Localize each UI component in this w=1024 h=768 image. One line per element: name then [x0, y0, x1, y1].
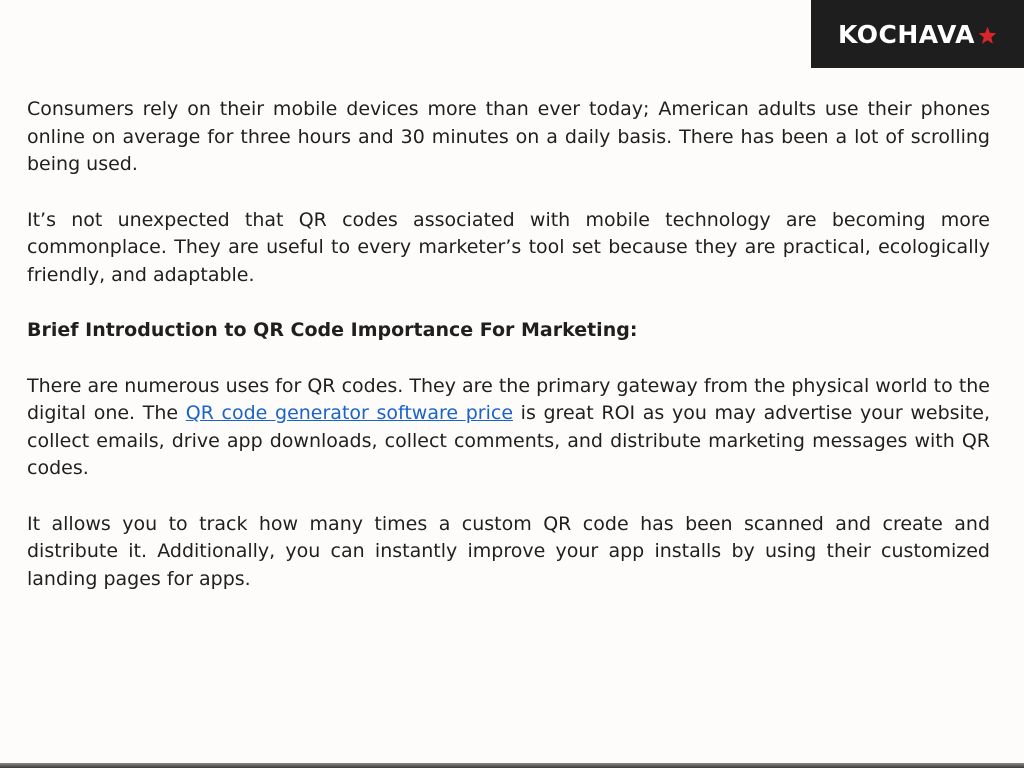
article-content — [27, 96, 990, 621]
star-icon — [978, 26, 997, 45]
paragraph-qr-commonplace: It’s not unexpected that QR codes associated with mobile technology are becoming more commonplace. They are useful to every marketer’s tool set because they are practical, ecologically friendly, and adaptable. — [27, 208, 990, 286]
paragraph-text: There are numerous uses for QR codes. They are the primary gateway from the physical world to the digital one. The — [27, 374, 990, 424]
paragraph-tracking: It allows you to track how many times a custom QR code has been scanned and create and distribute it. Additionally, you can instantly improve your app installs by using their customized landing pages for apps. — [27, 512, 990, 590]
qr-generator-price-link[interactable]: QR code generator software price — [185, 402, 514, 424]
section-heading: Brief Introduction to QR Code Importance For Marketing: — [27, 319, 638, 341]
paragraph-qr-uses — [27, 373, 990, 483]
bottom-divider — [0, 763, 1024, 768]
paragraph-mobile-usage: Consumers rely on their mobile devices more than ever today; American adults use their phones online on average for three hours and 30 minutes on a daily basis. There has been a lot of scrolling being used. — [27, 98, 990, 175]
paragraph-text: is great ROI as you may advertise your website, collect emails, drive app downloads, collect comments, and distribute marketing messages with QR codes. — [27, 402, 991, 479]
logo-text: KOCHAVA — [838, 19, 975, 49]
kochava-logo — [811, 0, 1024, 68]
